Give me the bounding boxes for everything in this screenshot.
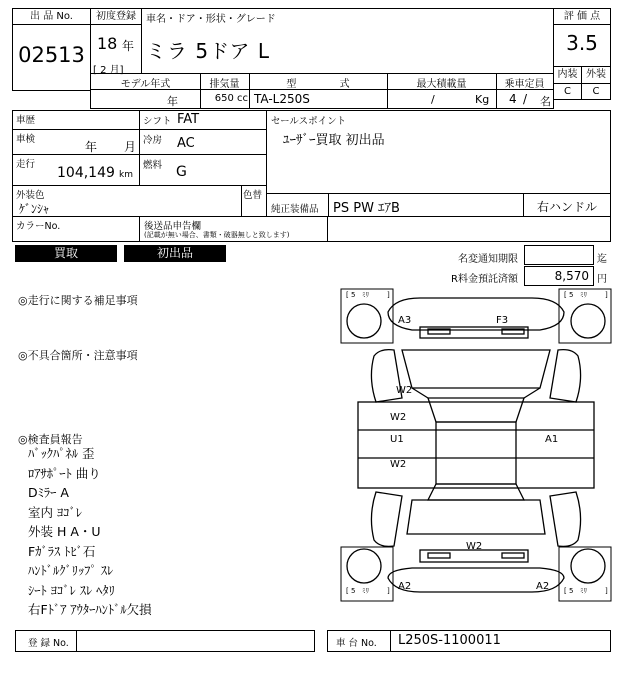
- history-label: 車歴: [16, 115, 36, 126]
- color-box: [12, 185, 242, 217]
- tire-front-right-depth: 5: [569, 291, 574, 299]
- type-label: 型 式: [286, 79, 350, 90]
- recycle-box: [524, 266, 594, 286]
- shift-box: [139, 110, 267, 130]
- fuel-value: G: [176, 164, 187, 180]
- ac-value: AC: [177, 136, 195, 151]
- damage-mark-w2-front-door: W2: [390, 412, 407, 423]
- report-line: Dﾐﾗｰ A: [28, 485, 69, 500]
- buy-bar: 買取: [15, 245, 117, 262]
- lot-no-label: 出 品 No.: [13, 9, 90, 25]
- score-value: 3.5: [566, 31, 598, 55]
- reg-year-unit: 年: [122, 39, 135, 53]
- tire-front-right-unit: ﾐﾘ: [580, 291, 587, 299]
- later-note: (記載が無い場合、書類・破器無しと致します): [144, 231, 290, 239]
- later-right-box: [327, 216, 611, 242]
- tire-bracket: [: [564, 291, 567, 299]
- steering-box: [523, 193, 611, 217]
- equipment-value: PS PW ｴｱB: [333, 201, 400, 216]
- shift-value: FAT: [177, 112, 200, 127]
- steering-value: 右ハンドル: [536, 200, 597, 214]
- damage-mark-a3: A3: [398, 315, 412, 326]
- tire-bracket: ]: [387, 291, 390, 299]
- defects-heading: ◎不具合箇所・注意事項: [18, 349, 138, 362]
- damage-mark-a1: A1: [545, 434, 559, 445]
- model-year-label: モデル年式: [120, 79, 171, 90]
- change-deadline-box: [524, 245, 594, 265]
- first-listing-bar: 初出品: [124, 245, 226, 262]
- car-condition-diagram: [340, 288, 612, 602]
- shift-label: シフト: [143, 116, 172, 127]
- fuel-label: 燃料: [143, 160, 163, 171]
- car-name-label: 車名・ドア・形状・グレード: [146, 14, 276, 25]
- capacity-value: 4: [509, 92, 517, 106]
- tire-rear-left-depth: 5: [351, 587, 356, 595]
- damage-mark-w2-fender: W2: [396, 385, 413, 396]
- damage-mark-w2-rear: W2: [466, 541, 483, 552]
- tire-rear-right-unit: ﾐﾘ: [580, 587, 587, 595]
- recycle-label: R料金預託済額: [451, 274, 518, 285]
- damage-mark-a2-left: A2: [398, 581, 412, 592]
- report-line: Fｶﾞﾗｽ ﾄﾋﾞ石: [28, 543, 96, 559]
- damage-mark-u1: U1: [390, 434, 404, 445]
- report-line: 外装 H A・U: [28, 524, 101, 539]
- tire-bracket: [: [564, 587, 567, 595]
- inspector-heading: ◎検査員報告: [18, 433, 83, 446]
- type-value: TA-L250S: [254, 92, 310, 106]
- displacement-value: 650 cc: [214, 93, 248, 104]
- tire-front-left-tread: [: [346, 291, 349, 299]
- damage-mark-f3: F3: [496, 315, 509, 326]
- registration-no-box: [15, 630, 315, 652]
- inspection-year-unit: 年: [85, 140, 98, 154]
- report-line: ﾛｱｻﾎﾟｰﾄ 曲り: [28, 465, 101, 481]
- reg-month: [ 2 月]: [93, 65, 124, 76]
- inspection-month-unit: 月: [124, 140, 137, 154]
- color-change-box: [241, 185, 267, 217]
- mileage-label: 走行: [16, 159, 36, 170]
- chassis-no-label: 車 台 No.: [336, 638, 377, 649]
- tire-bracket: ]: [387, 587, 390, 595]
- sales-label: セールスポイント: [271, 116, 347, 127]
- tire-rear-left-unit: ﾐﾘ: [362, 587, 369, 595]
- max-load-label: 最大積載量: [416, 79, 467, 90]
- interior-grade: C: [554, 83, 582, 99]
- change-deadline-label: 名変通知期限: [458, 254, 518, 265]
- mileage-unit: km: [119, 170, 133, 180]
- mileage-value: 104,149: [57, 165, 115, 181]
- color-value: ｹﾞﾝｼｬ: [19, 202, 50, 216]
- change-deadline-unit: 迄: [597, 254, 607, 265]
- sales-text: ﾕｰｻﾞｰ買取 初出品: [283, 133, 385, 148]
- tire-bracket: ]: [605, 587, 608, 595]
- recycle-unit: 円: [597, 274, 607, 285]
- displacement-label: 排気量: [209, 79, 240, 90]
- color-change-label: 色替: [243, 190, 263, 201]
- inspector-report-list: [28, 444, 298, 620]
- damage-mark-a2-right: A2: [536, 581, 550, 592]
- history-box: [12, 110, 140, 130]
- model-year-unit: 年: [167, 95, 178, 108]
- color-label: 外装色: [16, 190, 45, 201]
- color-no-label: カラーNo.: [16, 221, 61, 232]
- capacity-unit: 名: [540, 95, 551, 108]
- score-box: [553, 8, 611, 100]
- tire-bracket: ]: [605, 291, 608, 299]
- report-line: ｼｰﾄ ﾖｺﾞﾚ ｽﾚ ﾍﾀﾘ: [28, 582, 115, 598]
- recycle-value: 8,570: [554, 269, 589, 283]
- tire-front-left-depth: 5: [351, 291, 356, 299]
- report-line: 室内 ﾖｺﾞﾚ: [28, 504, 82, 520]
- tire-rear-right-depth: 5: [569, 587, 574, 595]
- damage-mark-w2-rear-door: W2: [390, 459, 407, 470]
- lot-no-value: 02513: [18, 43, 85, 67]
- tire-bracket: [: [346, 587, 349, 595]
- car-name-box: [141, 8, 554, 74]
- registration-no-label: 登 録 No.: [28, 638, 69, 649]
- spec-table: [90, 73, 554, 109]
- capacity-label: 乗車定員: [504, 79, 545, 90]
- max-load-unit: Kg: [475, 93, 490, 106]
- capacity-sep: /: [523, 92, 528, 106]
- exterior-grade: C: [582, 83, 610, 99]
- chassis-no-box: [327, 630, 611, 652]
- reg-year: 18: [97, 34, 118, 53]
- first-reg-label: 初度登録: [91, 9, 141, 25]
- interior-label: 内装: [554, 66, 582, 83]
- chassis-no-value: L250S-1100011: [398, 633, 501, 648]
- car-name: ミラ 5ドア L: [146, 39, 270, 63]
- fuel-box: [139, 154, 267, 186]
- first-reg-box: [90, 8, 142, 74]
- equipment-box: [266, 193, 524, 217]
- inspection-label: 車検: [16, 134, 36, 145]
- ac-label: 冷房: [143, 135, 163, 146]
- lot-no-box: [12, 8, 91, 91]
- max-load-slash: /: [431, 93, 435, 106]
- report-line: 右Fﾄﾞｱ ｱｳﾀｰﾊﾝﾄﾞﾙ欠損: [28, 602, 152, 617]
- sales-box: [266, 110, 611, 194]
- tire-front-left-unit: ﾐﾘ: [362, 291, 369, 299]
- later-label: 後送品申告欄: [144, 221, 202, 232]
- score-label: 評 価 点: [554, 9, 610, 25]
- mileage-box: [12, 154, 140, 186]
- inspection-box: [12, 129, 140, 155]
- report-line: ﾊﾞｯｸﾊﾟﾈﾙ 歪: [28, 446, 95, 461]
- later-box: [139, 216, 328, 242]
- exterior-label: 外装: [582, 66, 610, 83]
- color-no-box: [12, 216, 140, 242]
- running-supplement-heading: ◎走行に関する補足事項: [18, 294, 138, 307]
- equipment-label: 純正装備品: [271, 204, 319, 215]
- ac-box: [139, 129, 267, 155]
- report-line: ﾊﾝﾄﾞﾙｸﾞﾘｯﾌﾟ ｽﾚ: [28, 563, 114, 578]
